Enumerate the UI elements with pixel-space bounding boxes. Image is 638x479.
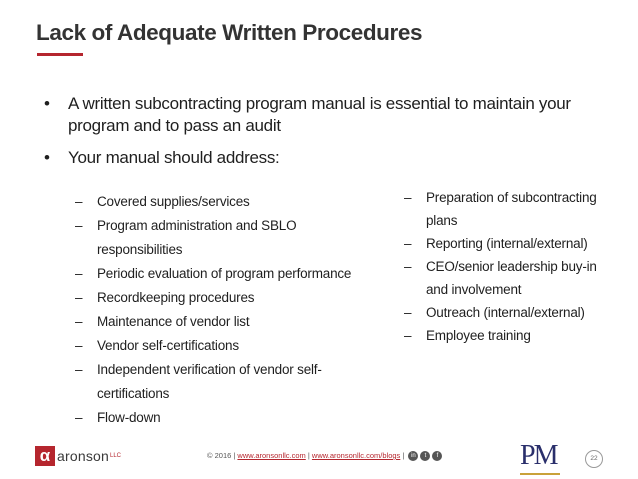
sub-list-item: – Maintenance of vendor list bbox=[75, 310, 375, 334]
bullet-item: • Your manual should address: bbox=[44, 148, 280, 167]
sub-list-item: – Vendor self-certifications bbox=[75, 334, 375, 358]
slide-footer bbox=[0, 440, 638, 479]
bullet-item: • A written subcontracting program manual is essential to maintain your program and to pass an audit bbox=[44, 94, 571, 135]
sub-list-item: – Program administration and SBLO responsibilities bbox=[75, 214, 375, 262]
separator: | bbox=[402, 451, 405, 460]
pm-logo: PM bbox=[520, 440, 557, 471]
dash-icon: – bbox=[404, 259, 412, 274]
footer-links bbox=[207, 451, 442, 461]
sub-list-item: – Preparation of subcontracting plans bbox=[404, 186, 609, 232]
sub-list-item: – Independent verification of vendor self-certifications bbox=[75, 358, 375, 406]
slide-title: Lack of Adequate Written Procedures bbox=[36, 20, 423, 45]
sub-list-item: – Covered supplies/services bbox=[75, 190, 375, 214]
bullet-dot-icon: • bbox=[44, 94, 50, 113]
dash-icon: – bbox=[75, 338, 83, 353]
logo-llc: LLC bbox=[110, 453, 122, 459]
linkedin-icon[interactable]: in bbox=[408, 451, 418, 461]
sub-list-item: – Employee training bbox=[404, 324, 609, 347]
dash-icon: – bbox=[404, 236, 412, 251]
logo-wordmark: aronson bbox=[57, 448, 109, 464]
dash-icon: – bbox=[75, 290, 83, 305]
dash-icon: – bbox=[404, 305, 412, 320]
dash-icon: – bbox=[404, 328, 412, 343]
dash-icon: – bbox=[404, 190, 412, 205]
sub-list-item: – Periodic evaluation of program performance bbox=[75, 262, 375, 286]
website-link[interactable]: www.aronsonllc.com bbox=[237, 451, 306, 460]
sub-list-left bbox=[75, 190, 375, 430]
page-number: 22 bbox=[585, 450, 603, 468]
twitter-icon[interactable]: t bbox=[420, 451, 430, 461]
copyright-text: © 2016 | bbox=[207, 451, 236, 460]
bullet-dot-icon: • bbox=[44, 148, 50, 167]
dash-icon: – bbox=[75, 194, 83, 209]
sub-list-item: – CEO/senior leadership buy-in and involvement bbox=[404, 255, 609, 301]
dash-icon: – bbox=[75, 410, 83, 425]
facebook-icon[interactable]: f bbox=[432, 451, 442, 461]
dash-icon: – bbox=[75, 362, 83, 377]
sub-list-item: – Flow-down bbox=[75, 406, 375, 430]
dash-icon: – bbox=[75, 266, 83, 281]
sub-list-item: – Recordkeeping procedures bbox=[75, 286, 375, 310]
sub-list-right bbox=[404, 186, 609, 347]
aronson-alpha-icon: α bbox=[35, 446, 55, 466]
blog-link[interactable]: www.aronsonllc.com/blogs bbox=[311, 451, 401, 460]
sub-list-item: – Outreach (internal/external) bbox=[404, 301, 609, 324]
social-icons bbox=[408, 451, 442, 461]
pm-logo-bar bbox=[520, 473, 560, 475]
dash-icon: – bbox=[75, 314, 83, 329]
main-bullet-list bbox=[44, 93, 604, 179]
sub-list-item: – Reporting (internal/external) bbox=[404, 232, 609, 255]
title-underline bbox=[37, 53, 83, 56]
separator: | bbox=[307, 451, 310, 460]
dash-icon: – bbox=[75, 218, 83, 233]
aronson-logo bbox=[35, 446, 121, 466]
